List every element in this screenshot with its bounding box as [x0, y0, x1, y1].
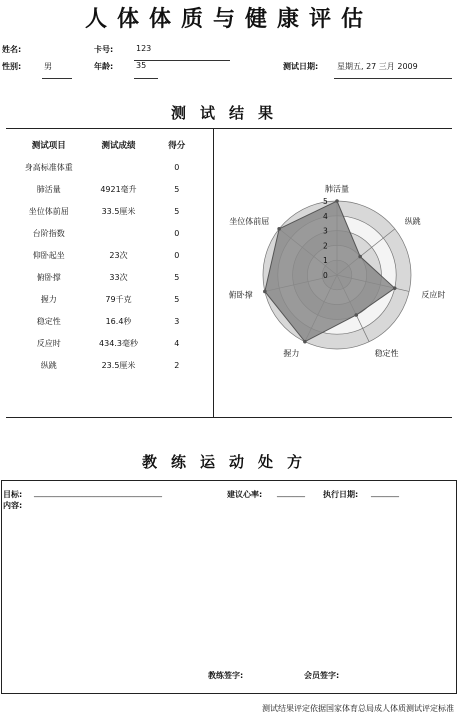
row-score: 5: [174, 272, 180, 282]
row-score: 2: [174, 360, 180, 370]
row-result: 23次: [109, 250, 128, 260]
row-item: 仰卧起坐: [32, 250, 65, 260]
radar-data-point: [358, 255, 362, 259]
row-item: 稳定性: [36, 316, 61, 326]
table-row: [14, 156, 200, 178]
row-score: 0: [174, 250, 180, 260]
table-row: [14, 310, 200, 332]
table-row: [14, 288, 200, 310]
row-score: 4: [174, 338, 180, 348]
row-item: 纵跳: [40, 360, 57, 370]
goal-label: 目标:: [3, 490, 23, 499]
radar-category-label: 俯卧撑: [228, 290, 253, 300]
row-score: 5: [174, 294, 180, 304]
row-result: 79千克: [105, 294, 132, 304]
radar-chart: [214, 129, 452, 417]
radar-data-point: [303, 340, 307, 344]
radar-category-label: 纵跳: [404, 217, 421, 227]
exec-date-field[interactable]: _______: [371, 488, 399, 497]
age-underline: [134, 68, 158, 79]
footer-note: 测试结果评定依据国家体育总局成人体质测试评定标准: [262, 704, 454, 713]
row-result: 33次: [109, 272, 128, 282]
date-label: 测试日期:: [283, 62, 319, 71]
row-result: [83, 156, 153, 178]
row-item: 坐位体前屈: [28, 206, 69, 216]
table-row: [14, 332, 200, 354]
row-score: 5: [174, 206, 180, 216]
row-result: 16.4秒: [105, 316, 132, 326]
coach-signature-label: 教练签字:: [208, 671, 244, 680]
table-row: [14, 266, 200, 288]
card-underline: [134, 50, 230, 61]
card-value: 123: [136, 44, 152, 53]
radar-category-label: 稳定性: [374, 349, 399, 359]
results-bottom-rule: [6, 417, 452, 418]
table-row: [14, 178, 200, 200]
date-underline: [334, 68, 452, 79]
table-row: [14, 354, 200, 376]
radar-data-point: [263, 290, 267, 294]
row-item: 反应时: [36, 338, 61, 348]
radar-tick-label: 5: [323, 197, 328, 206]
radar-category-label: 坐位体前屈: [229, 217, 270, 227]
heart-rate-field[interactable]: _______: [277, 488, 305, 497]
row-score: 3: [174, 316, 180, 326]
prescription-heading: 教练运动处方: [141, 453, 316, 471]
prescription-box: [1, 480, 457, 694]
radar-category-label: 握力: [283, 349, 300, 359]
gender-label: 性别:: [2, 62, 22, 71]
page-title: 人体体质与健康评估: [84, 6, 373, 32]
row-item: 肺活量: [36, 184, 61, 194]
table-row: [14, 200, 200, 222]
col-item-header: 测试项目: [31, 141, 66, 151]
row-score: 0: [174, 228, 180, 238]
row-score: 5: [174, 184, 180, 194]
age-value: 35: [136, 61, 147, 70]
results-table: [14, 134, 200, 376]
row-item: 握力: [40, 294, 57, 304]
col-score-header: 得分: [168, 141, 186, 151]
row-item: 身高标准体重: [24, 162, 73, 172]
row-result: [83, 222, 153, 244]
row-item: 台阶指数: [32, 228, 65, 238]
radar-data-point: [393, 286, 397, 290]
table-row: [14, 244, 200, 266]
row-result: 434.3毫秒: [99, 338, 138, 348]
row-score: 0: [174, 162, 180, 172]
name-label: 姓名:: [2, 45, 22, 54]
radar-category-label: 肺活量: [325, 184, 349, 194]
radar-tick-label: 2: [323, 241, 328, 251]
goal-field[interactable]: ________________________________: [34, 488, 162, 497]
col-result-header: 测试成绩: [101, 141, 136, 151]
radar-data-point: [335, 199, 339, 203]
gender-value: 男: [44, 62, 52, 71]
radar-category-label: 反应时: [421, 290, 446, 300]
radar-tick-label: 0: [323, 271, 328, 280]
date-value: 星期五, 27 三月 2009: [337, 62, 418, 71]
row-item: 俯卧撑: [36, 272, 61, 282]
results-heading: 测试结果: [170, 104, 287, 122]
row-result: 23.5厘米: [101, 360, 136, 370]
gender-underline: [42, 68, 72, 79]
radar-tick-label: 4: [323, 211, 328, 221]
radar-tick-label: 1: [323, 256, 328, 266]
radar-tick-label: 3: [323, 226, 328, 236]
results-header-row: [14, 134, 200, 156]
age-label: 年龄:: [94, 62, 114, 71]
row-result: 4921毫升: [100, 184, 137, 194]
member-signature-label: 会员签字:: [304, 671, 340, 680]
row-result: 33.5厘米: [101, 206, 136, 216]
heart-rate-label: 建议心率:: [227, 490, 263, 499]
table-row: [14, 222, 200, 244]
card-label: 卡号:: [94, 45, 114, 54]
content-label: 内容:: [3, 501, 23, 510]
exec-date-label: 执行日期:: [323, 490, 359, 499]
radar-data-point: [277, 227, 281, 231]
radar-data-point: [354, 313, 358, 317]
